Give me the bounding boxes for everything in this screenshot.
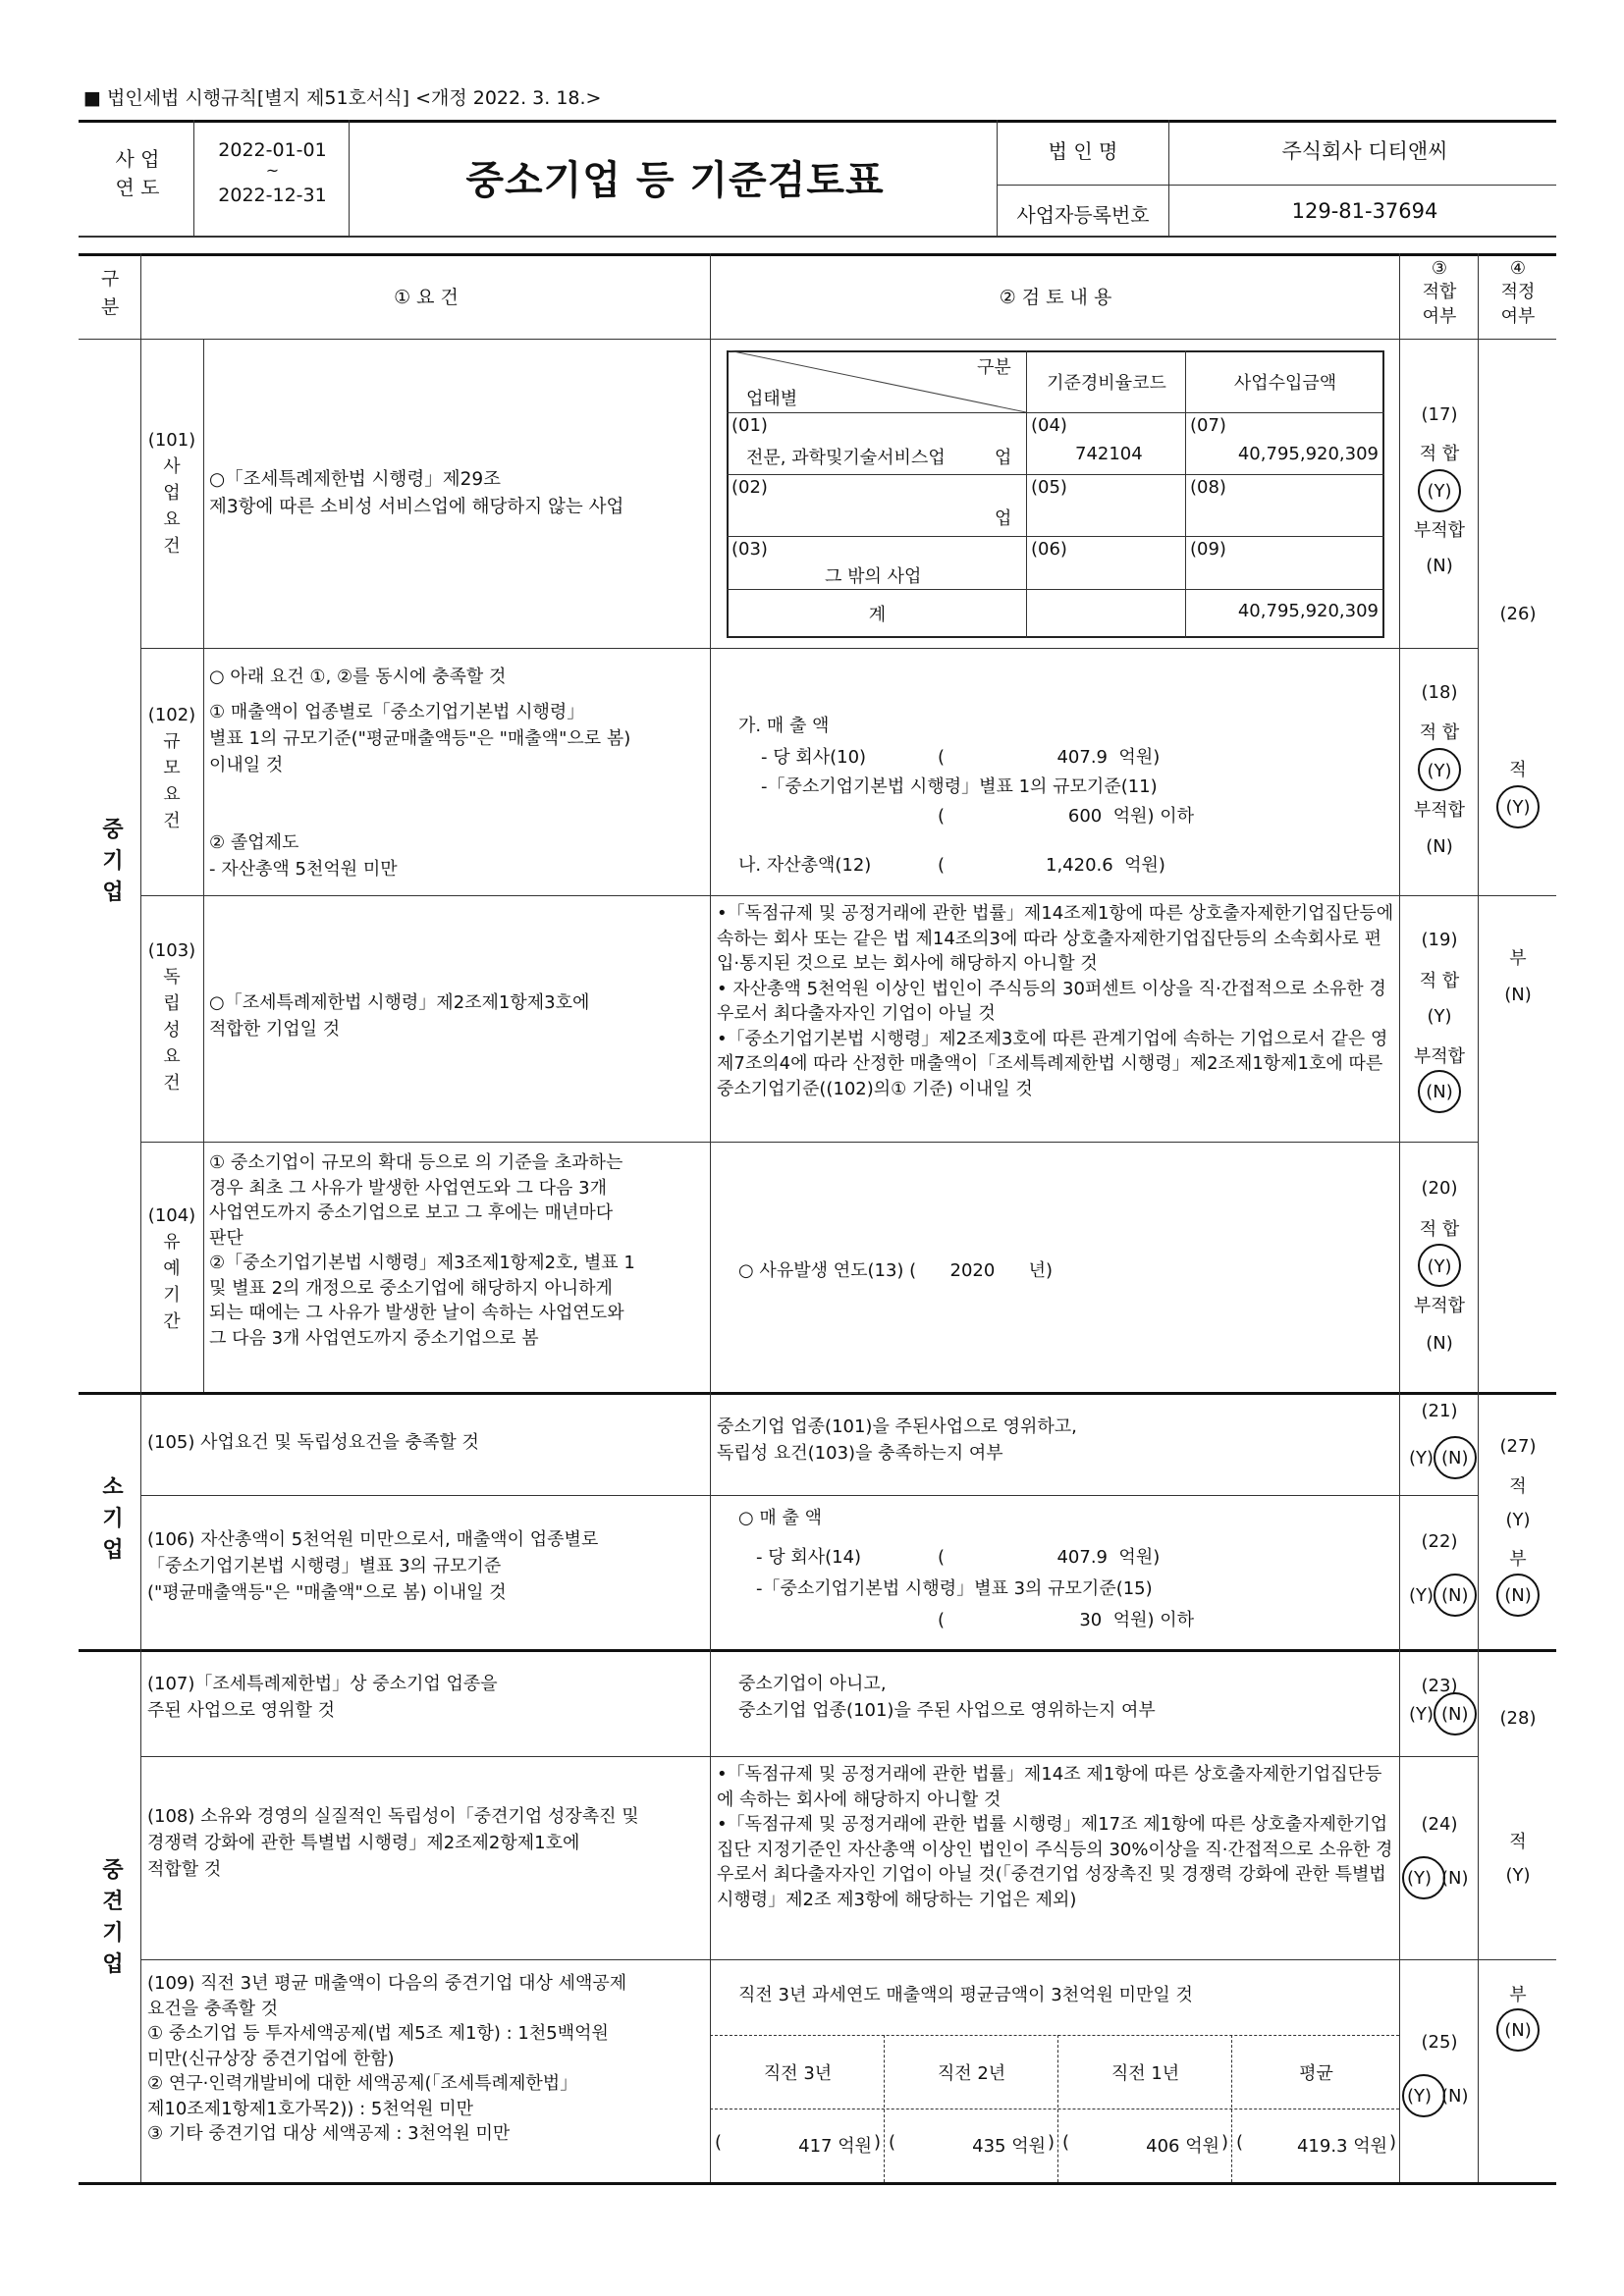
section-sme: 중 기 업 [102,818,124,905]
fit-bad-label: 부적합 [1413,800,1466,821]
ok-y-word: 적 [1509,1476,1527,1497]
selected-circle [1434,1436,1477,1479]
row102-own-sales-value: ( 407.9 억원) [938,747,1161,768]
row102-assets-value: ( 1,420.6 억원) [938,855,1165,876]
fit-y: (Y) [1407,1868,1433,1889]
row102-req-graduation: ② 졸업제도 - 자산총액 5천억원 미만 [209,832,398,880]
fit-no-25: (25) [1421,2032,1458,2053]
row106-standard-value: ( 30 억원) 이하 [938,1610,1194,1630]
ok-n-word: 부 [1509,948,1527,969]
t-amount-header: 사업수입금액 [1233,373,1337,394]
selected-circle [1402,2074,1445,2117]
page-title: 중소기업 등 기준검토표 [465,158,885,203]
code-04: (04) [1031,415,1067,436]
col-appropriate: ④ 적정 여부 [1500,258,1536,327]
fiscal-year-label: 사 업 연 도 [115,147,160,199]
fit-ok-label: 적 합 [1419,444,1460,464]
selected-circle [1418,748,1461,791]
fit-bad-label: 부적합 [1413,520,1466,541]
selected-circle [1402,1856,1445,1899]
avg-header-3y: 직전 3년 [763,2063,833,2084]
ok-y: (Y) [1505,1510,1531,1530]
code-09: (09) [1190,539,1226,560]
biz-reg-value: 129-81-37694 [1291,199,1438,223]
row104-requirement: ① 중소기업이 규모의 확대 등으로 의 기준을 초과하는 경우 최초 그 사유가 발생한 사업연도와 그 다음 3개 사업연도까지 중소기업으로 보고 그 후에는 매년마다 판단 ②「중소기업기본법 시행령」제3조제1항제2호, 별표 1 및 별표 2의 개정으로 중소기업에 해당하지 아니하게 되는 때에는 그 사유가 발생한 날이 속하는 사업연도와 그 다음 3개 사업연도까지 중소기업으로 봄 [209,1152,635,1349]
t-biztype: 업태별 [746,389,798,409]
row106-own-sales-value: ( 407.9 억원) [938,1547,1161,1568]
fit-n: (N) [1426,836,1453,857]
row104-review: ○ 사유발생 연도(13) ( 2020 년) [738,1260,1054,1281]
code-06: (06) [1031,539,1067,560]
fit-no-20: (20) [1421,1178,1458,1199]
form-reference: ■ 법인세법 시행규칙[별지 제51호서식] <개정 2022. 3. 18.> [83,87,602,109]
row108-requirement: (108) 소유와 경영의 실질적인 독립성이「중견기업 성장촉진 및 경쟁력 강화에 관한 특별법 시행령」제2조제2항제1호에 적합할 것 [147,1806,639,1880]
row1-biz-name: 전문, 과학및기술서비스업 [746,448,946,468]
avg-header-1y: 직전 1년 [1110,2063,1180,2084]
row2-suffix: 업 [995,508,1012,529]
fit-n: (N) [1441,2086,1469,2107]
t-code-header: 기준경비율코드 [1047,373,1166,394]
row106-requirement: (106) 자산총액이 5천억원 미만으로서, 매출액이 업종별로 「중소기업기본법 시행령」별표 3의 규모기준 ("평균매출액등"은 "매출액"으로 봄) 이내일 것 [147,1529,599,1603]
row1-code: 742104 [1075,444,1143,464]
fit-n: (N) [1441,1704,1469,1725]
fit-ok-label: 적 합 [1419,722,1460,743]
fit-ok-label: 적 합 [1419,1219,1460,1240]
selected-circle [1418,469,1461,512]
section-midsize: 중 견 기 업 [102,1858,124,1977]
row103-review: •「독점규제 및 공정거래에 관한 법률」제14조제1항에 따른 상호출자제한기업집단등에 속하는 회사 또는 같은 법 제14조의3에 따라 상호출자제한기업집단등의 소속회사로 편입·통지된 것으로 보는 회사에 해당하지 아니할 것 • 자산총액 5천억원 이상인 법인이 주식등의 30퍼센트 이상을 직·간접적으로 소유한 경우로서 최다출자자인 기업이 아닐 것 •「중소기업기본법 시행령」제2조제3호에 따른 관계기업에 속하는 기업으로서 같은 영 제7조의4에 따라 산정한 매출액이「조세특례제한법 시행령」제2조제1항제1호에 따른 중소기업기준((102)의① 기준) 이내일 것 [717,903,1394,1099]
col-review: ② 검 토 내 용 [999,287,1112,308]
fit-bad-label: 부적합 [1413,1296,1466,1316]
fit-no-19: (19) [1421,930,1458,950]
fit-y: (Y) [1427,1006,1452,1027]
row106-sales-heading: ○ 매 출 액 [738,1508,823,1528]
row102-label: (102) 규 모 요 건 [147,705,196,831]
row109-review: 직전 3년 과세연도 매출액의 평균금액이 3천억원 미만일 것 [738,1985,1193,2005]
fit-no-23: (23) [1421,1676,1458,1696]
code-02: (02) [731,477,768,498]
fit-y: (Y) [1407,2086,1433,2107]
ok-y-word: 적 [1509,1832,1527,1852]
selected-circle [1496,2008,1540,2052]
code-01: (01) [731,415,768,436]
corp-name-value: 주식회사 디티앤씨 [1281,139,1448,163]
code-08: (08) [1190,477,1226,498]
fit-y: (Y) [1427,481,1452,502]
fiscal-end: 2022-12-31 [218,185,327,206]
row106-own-sales-label: - 당 회사(14) [756,1547,862,1568]
fit-n: (N) [1441,1448,1469,1468]
fit-no-21: (21) [1421,1401,1458,1421]
ok-no-26: (26) [1499,604,1537,624]
row107-requirement: (107)「조세특례제한법」상 중소기업 업종을 주된 사업으로 영위할 것 [147,1674,498,1721]
row101-label: (101) 사 업 요 건 [147,430,196,557]
total-label: 계 [868,605,887,625]
section-small: 소 기 업 [102,1475,124,1563]
code-05: (05) [1031,477,1067,498]
ok-n-word: 부 [1509,1985,1527,2005]
biz-reg-label: 사업자등록번호 [1016,203,1150,227]
col-division: 구 분 [100,268,120,318]
fit-no-17: (17) [1421,404,1458,425]
fit-y: (Y) [1409,1448,1435,1468]
ok-n-word: 부 [1509,1549,1527,1570]
fit-n: (N) [1441,1868,1469,1889]
ok-n: (N) [1504,985,1532,1005]
avg-value-3y: 417 억원 [798,2136,872,2157]
fiscal-start: 2022-01-01 [218,139,327,161]
ok-no-27: (27) [1499,1436,1537,1457]
avg-header-avg: 평균 [1299,2063,1333,2084]
fit-no-22: (22) [1421,1531,1458,1552]
corp-name-label: 법 인 명 [1048,139,1118,163]
ok-y: (Y) [1505,1865,1531,1886]
row106-standard-label: -「중소기업기본법 시행령」별표 3의 규모기준(15) [756,1578,1153,1599]
row105-review: 중소기업 업종(101)을 주된사업으로 영위하고, 독립성 요건(103)을 충족하는지 여부 [717,1416,1077,1464]
ok-no-28: (28) [1499,1708,1537,1729]
selected-circle [1434,1692,1477,1735]
row102-sales-heading: 가. 매 출 액 [738,716,830,736]
row1-suffix: 업 [995,448,1012,468]
row108-review: •「독점규제 및 공정거래에 관한 법률」제14조 제1항에 따른 상호출자제한기업집단등에 속하는 회사에 해당하지 아니할 것 •「독점규제 및 공정거래에 관한 법률 시행령」제17조 제1항에 따른 상호출자제한기업집단 지정기준인 자산총액 이상인 법인이 주식등의 30%이상을 직·간접적으로 소유한 경우로서 최다출자자인 기업이 아닐 것(「중견기업 성장촉진 및 경쟁력 강화에 관한 특별법 시행령」제2조 제3항에 해당하는 기업은 제외) [717,1764,1393,1910]
row102-standard-label: -「중소기업기본법 시행령」별표 1의 규모기준(11) [761,776,1158,797]
fiscal-tilde: ~ [265,161,280,180]
avg-value-2y: 435 억원 [972,2136,1046,2157]
fit-n: (N) [1426,556,1453,576]
selected-circle [1418,1244,1461,1287]
row103-requirement: ○「조세특례제한법 시행령」제2조제1항제3호에 적합한 기업일 것 [209,992,590,1040]
code-07: (07) [1190,415,1226,436]
fit-y: (Y) [1409,1704,1435,1725]
ok-y-word: 적 [1509,760,1527,780]
selected-circle [1418,1070,1461,1113]
row107-review: 중소기업이 아니고, 중소기업 업종(101)을 주된 사업으로 영위하는지 여부 [738,1674,1156,1721]
total-amount: 40,795,920,309 [1237,601,1379,621]
fit-no-24: (24) [1421,1814,1458,1835]
fit-y: (Y) [1427,1256,1452,1277]
avg-value-average: 419.3 억원 [1296,2136,1387,2157]
selected-circle [1496,1574,1540,1617]
ok-y: (Y) [1505,797,1531,818]
row104-label: (104) 유 예 기 간 [147,1205,196,1332]
row102-assets-label: 나. 자산총액(12) [738,855,872,876]
row102-req-sales: ① 매출액이 업종별로「중소기업기본법 시행령」 별표 1의 규모기준("평균매출액등"은 "매출액"으로 봄) 이내일 것 [209,702,631,775]
fit-y: (Y) [1427,761,1452,781]
fit-n: (N) [1426,1333,1453,1354]
t-gubun: 구분 [977,357,1011,378]
col-fit: ③ 적합 여부 [1422,258,1457,327]
row101-requirement: ○「조세특례제한법 시행령」제29조 제3항에 따른 소비성 서비스업에 해당하지 않는 사업 [209,469,624,517]
selected-circle [1496,785,1540,828]
fit-bad-label: 부적합 [1413,1046,1466,1067]
row102-standard-value: ( 600 억원) 이하 [938,806,1194,827]
col-requirement: ① 요 건 [394,287,459,308]
ok-n: (N) [1504,1585,1532,1606]
row102-own-sales-label: - 당 회사(10) [761,747,867,768]
row103-label: (103) 독 립 성 요 건 [147,940,196,1094]
fit-ok-label: 적 합 [1419,971,1460,991]
fit-no-18: (18) [1421,682,1458,703]
fit-n: (N) [1441,1585,1469,1606]
row1-amount: 40,795,920,309 [1237,444,1379,464]
row105-requirement: (105) 사업요건 및 독립성요건을 충족할 것 [147,1432,479,1453]
selected-circle [1434,1574,1477,1617]
row102-req-intro: ○ 아래 요건 ①, ②를 동시에 충족할 것 [209,667,507,687]
fit-n: (N) [1426,1082,1453,1102]
avg-value-1y: 406 억원 [1146,2136,1219,2157]
ok-n: (N) [1504,2020,1532,2041]
fit-y: (Y) [1409,1585,1435,1606]
code-03: (03) [731,539,768,560]
row3-biz-name: 그 밖의 사업 [825,566,922,587]
row109-requirement: (109) 직전 3년 평균 매출액이 다음의 중견기업 대상 세액공제 요건을 충족할 것 ① 중소기업 등 투자세액공제(법 제5조 제1항) : 1천5백억원 미만(신규상장 중견기업에 한함) ② 연구·인력개발비에 대한 세액공제(「조세특례제한법」 제10조제1항제1호가목2)) : 5천억원 미만 ③ 기타 중견기업 대상 세액공제 : 3천억원 미만 [147,1973,627,2145]
avg-header-2y: 직전 2년 [937,2063,1006,2084]
